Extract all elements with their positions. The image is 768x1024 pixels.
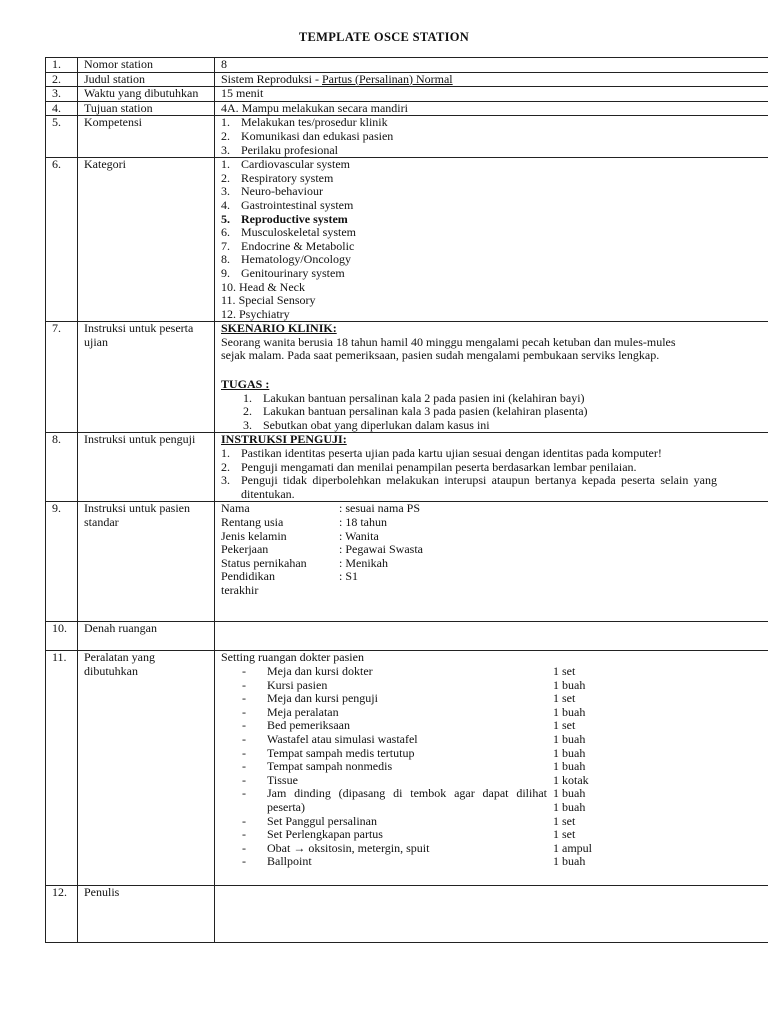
row-number: 4.	[46, 101, 78, 116]
row-number: 2.	[46, 72, 78, 87]
list-item	[221, 828, 767, 842]
table-row	[46, 116, 768, 158]
row-number: 8.	[46, 433, 78, 502]
patient-field	[221, 516, 767, 530]
table-row	[46, 158, 768, 322]
list-item	[221, 706, 767, 720]
item-text: Respiratory system	[241, 170, 334, 185]
item-number: 3.	[221, 473, 230, 488]
item-quantity: 1 buah	[553, 854, 586, 869]
item-text: Jam dinding (dipasang di tembok agar dapat dilihat peserta)	[267, 786, 547, 814]
list-item	[221, 474, 717, 501]
item-quantity: 1 buah	[553, 677, 586, 692]
field-key: Pekerjaan	[221, 542, 269, 557]
item-dash: -	[242, 745, 246, 760]
field-value: : Menikah	[339, 555, 388, 570]
item-text: Hematology/Oncology	[241, 252, 351, 267]
list-item	[221, 733, 767, 747]
patient-field	[221, 570, 767, 597]
item-quantity: 1 buah 1 buah	[553, 786, 586, 814]
document-title: TEMPLATE OSCE STATION	[298, 30, 470, 44]
item-text: Musculoskeletal system	[241, 225, 356, 240]
item-quantity: 1 ampul	[553, 840, 592, 855]
list-item	[221, 172, 767, 186]
item-text: Meja dan kursi penguji	[267, 691, 378, 706]
task-heading: TUGAS :	[221, 377, 270, 392]
item-dash: -	[242, 677, 246, 692]
table-row	[46, 322, 768, 433]
list-item	[221, 281, 767, 295]
list-item	[221, 665, 767, 679]
row-label: Waktu yang dibutuhkan	[78, 87, 215, 102]
examiner-instruction-list	[221, 447, 717, 501]
field-value: : Pegawai Swasta	[339, 542, 423, 557]
row-label: Instruksi untuk peserta ujian	[78, 322, 215, 433]
category-list	[221, 158, 767, 321]
item-number: 1.	[221, 115, 230, 130]
item-text: Tissue	[267, 772, 298, 787]
list-item-selected	[221, 213, 767, 227]
item-text: Set Panggul persalinan	[267, 813, 377, 828]
row-label: Tujuan station	[78, 101, 215, 116]
row-value	[215, 622, 768, 651]
item-dash: -	[242, 840, 246, 855]
item-number: 1.	[221, 157, 230, 172]
item-text: Tempat sampah medis tertutup	[267, 745, 415, 760]
row-number: 7.	[46, 322, 78, 433]
scenario-text: Seorang wanita berusia 18 tahun hamil 40 minggu mengalami pecah ketuban dan mules-mules sejak malam. Pada saat pemeriksaan, pasien sudah mengalami pembukaan serviks lengkap.	[221, 334, 676, 363]
table-row	[46, 651, 768, 886]
list-item	[221, 760, 767, 774]
item-number: 5.	[221, 211, 230, 226]
item-number: 3.	[221, 184, 230, 199]
field-key: Nama	[221, 501, 250, 516]
item-number: 8.	[221, 252, 230, 267]
patient-field	[221, 530, 767, 544]
table-row	[46, 502, 768, 622]
item-number: 3.	[221, 142, 230, 157]
list-item	[221, 267, 767, 281]
item-text: Melakukan tes/prosedur klinik	[241, 115, 388, 130]
item-dash: -	[242, 772, 246, 787]
list-item	[221, 787, 767, 814]
item-quantity: 1 set	[553, 664, 576, 678]
list-item	[221, 116, 767, 130]
station-title-prefix: Sistem Reproduksi -	[221, 71, 322, 86]
list-item	[221, 719, 767, 733]
item-text: Cardiovascular system	[241, 157, 350, 172]
row-label: Nomor station	[78, 58, 215, 73]
scenario-heading: SKENARIO KLINIK:	[221, 321, 337, 336]
item-dash: -	[242, 731, 246, 746]
item-dash: -	[242, 718, 246, 733]
item-text: Komunikasi dan edukasi pasien	[241, 128, 394, 143]
item-text: Head & Neck	[239, 279, 305, 294]
list-item	[221, 253, 767, 267]
item-text: Penguji mengamati dan menilai penampilan peserta berdasarkan lembar penilaian.	[241, 459, 637, 474]
item-dash: -	[242, 704, 246, 719]
list-item	[221, 815, 767, 829]
list-item	[221, 158, 767, 172]
patient-field	[221, 543, 767, 557]
item-quantity: 1 set	[553, 691, 576, 706]
item-text: Perilaku profesional	[241, 142, 338, 157]
table-row	[46, 622, 768, 651]
row-number: 1.	[46, 58, 78, 73]
item-text: Pastikan identitas peserta ujian pada kartu ujian sesuai dengan identitas pada komputer!	[241, 446, 662, 461]
item-number: 3.	[243, 417, 252, 432]
item-text: Wastafel atau simulasi wastafel	[267, 731, 418, 746]
list-item	[221, 199, 767, 213]
list-item	[221, 774, 767, 788]
item-text: Neuro-behaviour	[241, 184, 323, 199]
row-value	[215, 158, 768, 322]
field-value: : 18 tahun	[339, 515, 387, 529]
item-quantity: 1 set	[553, 827, 576, 842]
item-text: Bed pemeriksaan	[267, 718, 350, 733]
competency-list	[221, 116, 767, 157]
task-list	[221, 392, 767, 433]
list-item	[221, 130, 767, 144]
row-label: Peralatan yang dibutuhkan	[78, 651, 215, 886]
item-text: Obat → oksitosin, metergin, spuit	[267, 840, 430, 855]
row-label: Kategori	[78, 158, 215, 322]
row-value	[215, 72, 768, 87]
table-row	[46, 886, 768, 943]
field-key: Pendidikan terakhir	[221, 569, 275, 597]
list-item	[221, 226, 767, 240]
item-number: 2.	[221, 459, 230, 474]
item-quantity: 1 set	[553, 813, 576, 828]
field-key: Jenis kelamin	[221, 528, 287, 543]
list-item	[221, 419, 767, 433]
item-text: Sebutkan obat yang diperlukan dalam kasus ini	[263, 417, 490, 432]
patient-field	[221, 502, 767, 516]
item-number: 10.	[221, 279, 236, 294]
table-row	[46, 72, 768, 87]
field-key: Rentang usia	[221, 515, 284, 529]
row-label: Judul station	[78, 72, 215, 87]
item-text: Lakukan bantuan persalinan kala 3 pada pasien (kelahiran plasenta)	[263, 404, 588, 419]
item-dash: -	[242, 759, 246, 774]
item-text: Kursi pasien	[267, 677, 328, 692]
list-item	[221, 294, 767, 308]
list-item	[221, 447, 717, 461]
examiner-instructions-heading: INSTRUKSI PENGUJI:	[221, 432, 347, 447]
table-row	[46, 87, 768, 102]
item-quantity: 1 buah	[553, 731, 586, 746]
row-label: Instruksi untuk pasien standar	[78, 502, 215, 622]
item-number: 6.	[221, 225, 230, 240]
station-title-underlined: Partus (Persalinan) Normal	[322, 71, 453, 86]
item-number: 2.	[243, 404, 252, 419]
item-dash: -	[242, 854, 246, 869]
item-number: 2.	[221, 170, 230, 185]
row-label: Denah ruangan	[78, 622, 215, 651]
item-text: Genitourinary system	[241, 265, 345, 280]
item-dash: -	[242, 813, 246, 828]
item-text: Reproductive system	[241, 211, 348, 226]
item-dash: -	[242, 827, 246, 842]
list-item	[221, 679, 767, 693]
table-row	[46, 101, 768, 116]
item-quantity: 1 kotak	[553, 772, 589, 787]
list-item	[221, 144, 767, 158]
list-item	[221, 392, 767, 406]
item-text: Meja peralatan	[267, 704, 339, 719]
row-label: Kompetensi	[78, 116, 215, 158]
item-quantity: 1 buah	[553, 745, 586, 760]
patient-field	[221, 557, 767, 571]
list-item	[221, 855, 767, 869]
item-dash: -	[242, 664, 246, 678]
list-item	[221, 461, 717, 475]
row-value	[215, 886, 768, 943]
row-value	[215, 322, 768, 433]
list-item	[221, 692, 767, 706]
item-number: 1.	[243, 390, 252, 405]
item-number: 2.	[221, 128, 230, 143]
list-item	[221, 747, 767, 761]
equipment-list	[221, 665, 767, 869]
list-item	[221, 842, 767, 856]
item-text: Endocrine & Metabolic	[241, 238, 355, 253]
item-number: 1.	[221, 446, 230, 461]
list-item	[221, 240, 767, 254]
row-number: 10.	[46, 622, 78, 651]
list-item	[221, 185, 767, 199]
row-number: 3.	[46, 87, 78, 102]
table-row	[46, 433, 768, 502]
field-value: : Wanita	[339, 528, 379, 543]
row-value	[215, 651, 768, 886]
osce-table	[45, 57, 768, 943]
item-number: 12.	[221, 306, 236, 321]
row-number: 6.	[46, 158, 78, 322]
item-number: 11.	[221, 293, 236, 308]
row-value: 15 menit	[215, 87, 768, 102]
row-value	[215, 116, 768, 158]
field-key: Status pernikahan	[221, 555, 307, 570]
item-quantity: 1 set	[553, 718, 576, 733]
field-value: : S1	[339, 569, 359, 584]
row-label: Penulis	[78, 886, 215, 943]
item-number: 7.	[221, 238, 230, 253]
item-quantity: 1 buah	[553, 759, 586, 774]
row-number: 9.	[46, 502, 78, 622]
row-number: 12.	[46, 886, 78, 943]
item-text: Psychiatry	[239, 306, 290, 321]
item-text: Special Sensory	[238, 293, 316, 308]
row-label: Instruksi untuk penguji	[78, 433, 215, 502]
row-value	[215, 502, 768, 622]
row-value: 8	[215, 58, 768, 73]
row-number: 11.	[46, 651, 78, 886]
item-text: Set Perlengkapan partus	[267, 827, 383, 842]
field-value: : sesuai nama PS	[339, 501, 420, 516]
item-text: Lakukan bantuan persalinan kala 2 pada pasien ini (kelahiran bayi)	[263, 390, 585, 405]
row-value	[215, 433, 768, 502]
list-item	[221, 308, 767, 322]
item-dash: -	[242, 691, 246, 706]
row-value: 4A. Mampu melakukan secara mandiri	[215, 101, 768, 116]
item-dash: -	[242, 786, 246, 801]
item-text: Penguji tidak diperbolehkan melakukan interupsi ataupun bertanya kepada peserta selain yang ditentukan.	[241, 473, 717, 501]
row-number: 5.	[46, 116, 78, 158]
item-text: Meja dan kursi dokter	[267, 664, 373, 678]
list-item	[221, 405, 767, 419]
item-text: Gastrointestinal system	[241, 197, 354, 212]
item-quantity: 1 buah	[553, 704, 586, 719]
item-text: Ballpoint	[267, 854, 312, 869]
item-number: 4.	[221, 197, 230, 212]
equipment-intro: Setting ruangan dokter pasien	[221, 650, 364, 665]
item-number: 9.	[221, 265, 230, 280]
table-row	[46, 58, 768, 73]
item-text: Tempat sampah nonmedis	[267, 759, 393, 774]
